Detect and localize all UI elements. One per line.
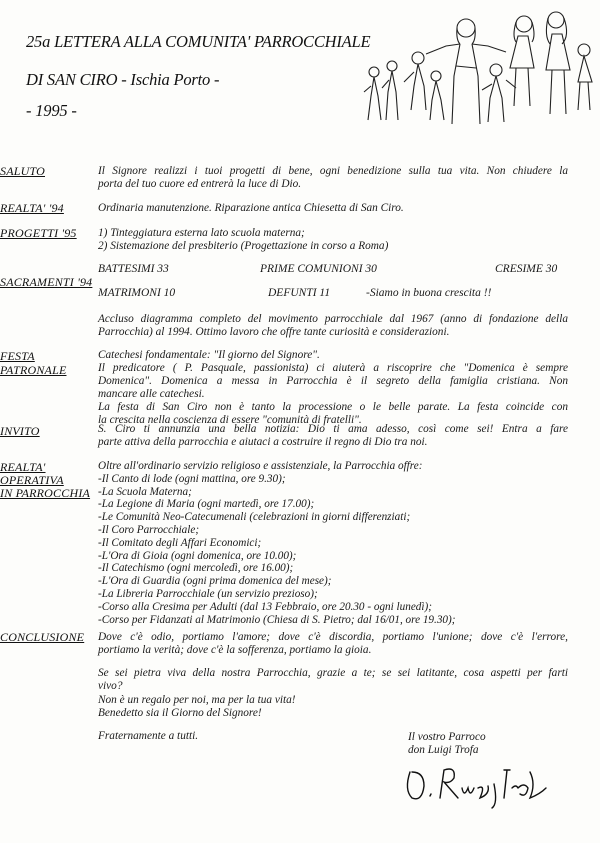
list-item: -Il Coro Parrocchiale; — [98, 523, 200, 536]
list-item: -Il Catechismo (ogni mercoledì, ore 16.00); — [98, 562, 294, 575]
progetti95-item-1: 1) Tinteggiatura esterna lato scuola materna; — [98, 227, 305, 239]
jesus-with-children-drawing-icon — [356, 6, 596, 126]
progetti95-item-2: 2) Sistemazione del presbiterio (Progettazione in corso a Roma) — [98, 240, 389, 252]
section-label-progetti95: PROGETTI '95 — [0, 226, 77, 240]
section-label-saluto: SALUTO — [0, 164, 45, 178]
section-label-festa: FESTA — [0, 349, 35, 363]
section-label-conclusione: CONCLUSIONE — [0, 630, 85, 644]
invito-line-1: S. Ciro ti annunzia una bella notizia: Dio ti ama adesso, così come sei! Entra a fare — [98, 423, 568, 435]
saluto-line-1: Il Signore realizzi i tuoi progetti di bene, ogni benedizione sulla tua vita. Non chiudere la — [98, 165, 568, 177]
invito-line-2: parte attiva della parrocchia e aiutaci a costruire il regno di Dio tra noi. — [98, 436, 428, 448]
section-label-patronale: PATRONALE — [0, 363, 67, 377]
parroco-name: don Luigi Trofa — [408, 744, 479, 756]
realta-intro: Oltre all'ordinario servizio religioso e assistenziale, la Parrocchia offre: — [98, 460, 423, 472]
diagramma-line-2: Parrocchia) al 1994. Ottimo lavoro che offre tante curiosità e considerazioni. — [98, 326, 450, 338]
list-item: -La Scuola Materna; — [98, 485, 192, 498]
list-item: -L'Ora di Gioia (ogni domenica, ore 10.00); — [98, 549, 297, 562]
realta-operativa-list — [98, 460, 455, 626]
saluto-line-2: porta del tuo cuore ed entrerà la luce di Dio. — [98, 178, 302, 190]
crescita-note: -Siamo in buona crescita !! — [366, 287, 492, 299]
regalo-line: Non è un regalo per noi, ma per la tua vita! — [98, 694, 296, 706]
list-item: -La Libreria Parrocchiale (un servizio prezioso); — [98, 587, 318, 600]
diagramma-line-1: Accluso diagramma completo del movimento parrocchiale dal 1967 (anno di fondazione della — [98, 313, 568, 325]
comunioni-count: PRIME COMUNIONI 30 — [260, 263, 377, 275]
defunti-count: DEFUNTI 11 — [268, 287, 331, 299]
list-item: -Corso alla Cresima per Adulti (dal 13 Febbraio, ore 20.30 - ogni lunedì); — [98, 600, 432, 613]
section-label-sacramenti94: SACRAMENTI '94 — [0, 275, 93, 289]
section-label-invito: INVITO — [0, 424, 40, 438]
cresime-count: CRESIME 30 — [495, 263, 558, 275]
list-item: -Le Comunità Neo-Catecumenali (celebrazioni in giorni differenziati; — [98, 511, 411, 524]
parish-name: DI SAN CIRO - Ischia Porto - — [26, 70, 220, 89]
pietra-line-2: vivo? — [98, 680, 123, 692]
festa-line-6: la crescita nella coscienza di essere "comunità di fratelli". — [98, 414, 362, 426]
conclusione-line-2: portiamo la verità; dove c'è la sofferenza, portiamo la gioia. — [98, 644, 372, 656]
list-item: -Il Canto di lode (ogni mattina, ore 9.30); — [98, 472, 286, 485]
battesimi-count: BATTESIMI 33 — [98, 263, 169, 275]
letter-year: - 1995 - — [26, 101, 77, 120]
section-label-operativa: OPERATIVA — [0, 473, 64, 487]
handwritten-signature-icon — [400, 754, 550, 810]
realta94-text: Ordinaria manutenzione. Riparazione antica Chiesetta di San Ciro. — [98, 202, 404, 214]
pietra-line-1: Se sei pietra viva della nostra Parrocchia, grazie a te; se sei latitante, cosa aspetti per farti — [98, 667, 568, 679]
festa-line-5: La festa di San Ciro non è tanto la processione o le belle parate. La festa coincide con — [98, 401, 568, 413]
festa-line-4: mancare alle catechesi. — [98, 388, 205, 400]
benedetto-line: Benedetto sia il Giorno del Signore! — [98, 707, 262, 719]
parroco-title: Il vostro Parroco — [408, 731, 486, 743]
list-item: -Il Comitato degli Affari Economici; — [98, 536, 262, 549]
festa-line-3: Domenica". Domenica a messa in Parrocchia è il segreto della famiglia cristiana. Non — [98, 375, 568, 387]
list-item: -L'Ora di Guardia (ogni prima domenica del mese); — [98, 575, 332, 588]
list-item: -La Legione di Maria (ogni martedì, ore 17.00); — [98, 498, 315, 511]
festa-line-1: Catechesi fondamentale: "Il giorno del Signore". — [98, 349, 320, 361]
conclusione-line-1: Dove c'è odio, portiamo l'amore; dove c'è discordia, portiamo l'unione; dove c'è l'errore, — [98, 631, 568, 643]
festa-line-2: Il predicatore ( P. Pasquale, passionista) ci aiuterà a riscoprire che "Domenica è sempre — [98, 362, 568, 374]
list-item: -Corso per Fidanzati al Matrimonio (Chiesa di S. Pietro; dal 16/01, ore 19.30); — [98, 613, 456, 626]
section-label-realta94: REALTA' '94 — [0, 201, 64, 215]
section-label-in-parrocchia: IN PARROCCHIA — [0, 486, 91, 500]
section-label-realta: REALTA' — [0, 460, 46, 474]
fraternamente-line: Fraternamente a tutti. — [98, 730, 199, 742]
letter-title: 25a LETTERA ALLA COMUNITA' PARROCCHIALE — [26, 32, 371, 51]
matrimoni-count: MATRIMONI 10 — [98, 287, 176, 299]
